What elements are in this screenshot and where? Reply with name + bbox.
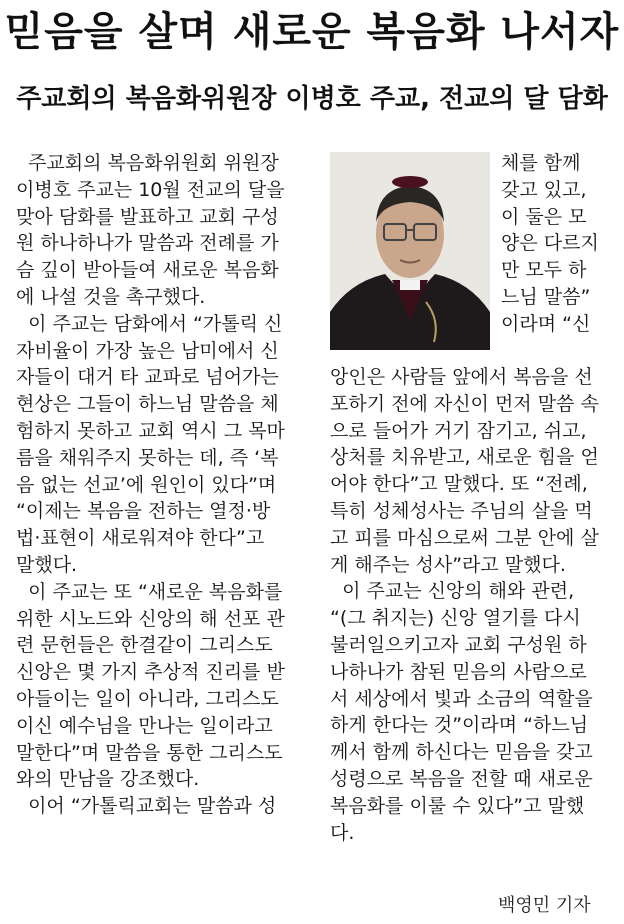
text-line: 고 피를 마심으로써 그분 안에 살	[330, 526, 599, 549]
text-line: 이병호 주교는 10월 전교의 달을	[16, 178, 285, 201]
text-line: 어야 한다”고 말했다. 또 “전례,	[330, 473, 588, 496]
text-line: 신앙은 몇 가지 추상적 진리를 받	[16, 661, 285, 684]
text-line: 자들이 대거 타 교파로 넘어가는	[16, 366, 279, 389]
text-line: 이 주교는 담화에서 “가톨릭 신	[16, 312, 283, 335]
text-line: 슴 깊이 받아들여 새로운 복음화	[16, 259, 279, 282]
text-line: 성령으로 복음을 전할 때 새로운	[330, 767, 593, 790]
text-line: 이 둘은 모	[501, 205, 587, 228]
article-column-left	[16, 150, 308, 820]
text-line: 와의 만남을 강조했다.	[16, 768, 200, 791]
text-line: 이 주교는 또 “새로운 복음화를	[16, 580, 283, 603]
text-line: 특히 성체성사는 주님의 살을 먹	[330, 499, 593, 522]
text-line: 으로 들어가 거기 잠기고, 쉬고,	[330, 419, 587, 442]
text-line: 아들이는 일이 아니라, 그리스도	[16, 687, 279, 710]
text-line: 서 세상에서 빛과 소금의 역할을	[330, 687, 593, 710]
text-line: 음 없는 선교’에 원인이 있다”며	[16, 473, 277, 496]
text-line: 갖고 있고,	[501, 178, 587, 201]
text-line: 만 모두 하	[501, 259, 587, 282]
text-line: 앙인은 사람들 앞에서 복음을 선	[330, 366, 593, 388]
text-line: “이제는 복음을 전하는 열정·방	[16, 500, 271, 523]
text-line: 련 문헌들은 한결같이 그리스도	[16, 634, 273, 657]
text-line: 다.	[330, 821, 355, 844]
text-line: 께서 함께 하신다는 믿음을 갖고	[330, 741, 593, 764]
text-line: 맞아 담화를 발표하고 교회 구성	[16, 205, 279, 228]
text-line: “(그 취지는) 신앙 열기를 다시	[330, 607, 581, 630]
text-line: 느님 말씀”	[501, 285, 591, 308]
text-line: 위한 시노드와 신앙의 해 선포 관	[16, 607, 285, 630]
text-line: 말한다”며 말씀을 통한 그리스도	[16, 741, 283, 764]
text-line: 이신 예수님을 만나는 일이라고	[16, 714, 273, 737]
text-line: 포하기 전에 자신이 먼저 말씀 속	[330, 392, 599, 415]
article-column-right-top	[501, 150, 617, 338]
text-line: 원 하나하나가 말씀과 전례를 가	[16, 232, 279, 255]
article-column-right-bottom	[330, 364, 620, 846]
text-line: 양은 다르지	[501, 232, 599, 255]
text-line: 험하지 못하고 교회 역시 그 목마	[16, 419, 285, 442]
text-line: 현상은 그들이 하느님 말씀을 체	[16, 393, 279, 416]
headline: 믿음을 살며 새로운 복음화 나서자	[4, 9, 620, 55]
text-line: 상처를 치유받고, 새로운 힘을 얻	[330, 446, 599, 469]
portrait-icon	[330, 152, 490, 350]
text-line: 하게 한다는 것”이라며 “하느님	[330, 714, 589, 737]
subheadline: 주교회의 복음화위원장 이병호 주교, 전교의 달 담화	[16, 84, 608, 114]
bishop-portrait-photo	[330, 152, 490, 350]
text-line: 에 나설 것을 촉구했다.	[16, 285, 206, 308]
text-line: 이어 “가톨릭교회는 말씀과 성	[16, 795, 277, 818]
byline: 백영민 기자	[498, 895, 591, 916]
text-line: 주교회의 복음화위원회 위원장	[16, 152, 279, 174]
text-line: 름을 채워주지 못하는 데, 즉 ‘복	[16, 446, 279, 469]
text-line: 게 해주는 성사”라고 말했다.	[330, 553, 566, 576]
text-line: 불러일으키고자 교회 구성원 하	[330, 633, 587, 656]
text-line: 나하나가 참된 믿음의 사람으로	[330, 660, 587, 683]
text-line: 복음화를 이룰 수 있다”고 말했	[330, 794, 585, 817]
text-line: 법·표현이 새로워져야 한다”고	[16, 527, 265, 550]
text-line: 말했다.	[16, 553, 78, 576]
text-line: 이라며 “신	[501, 312, 591, 335]
text-line: 이 주교는 신앙의 해와 관련,	[330, 580, 575, 603]
text-line: 자비율이 가장 높은 남미에서 신	[16, 339, 279, 362]
text-line: 체를 함께	[501, 152, 581, 174]
